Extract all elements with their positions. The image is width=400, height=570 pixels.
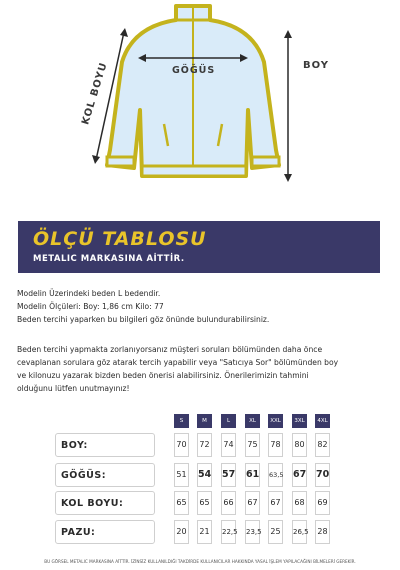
table-cell: 82 <box>315 433 330 457</box>
table-cell: 66 <box>221 491 236 515</box>
jacket-illustration <box>0 0 400 215</box>
length-label: BOY <box>303 60 330 71</box>
table-cell: 65 <box>197 491 212 515</box>
size-header-4xl: 4XL <box>315 414 330 428</box>
table-cell: 20 <box>174 520 189 544</box>
table-cell: 72 <box>197 433 212 457</box>
model-size-text: Modelin Üzerindeki beden L bedendir. <box>17 289 161 298</box>
size-header-s: S <box>174 414 189 428</box>
size-header-l: L <box>221 414 236 428</box>
table-cell: 51 <box>174 463 189 487</box>
table-cell: 21 <box>197 520 212 544</box>
right-cuff <box>252 157 279 166</box>
size-header-m: M <box>197 414 212 428</box>
hint-text: Beden tercihi yaparken bu bilgileri göz önünde bulundurabilirsiniz. <box>17 315 270 324</box>
row-label-boy: BOY: <box>55 433 155 457</box>
table-cell: 22,5 <box>221 520 236 544</box>
table-cell: 78 <box>268 433 283 457</box>
table-cell: 23,5 <box>245 520 260 544</box>
chest-label: GÖĞÜS <box>172 65 216 76</box>
size-table-banner <box>18 221 380 273</box>
table-cell: 70 <box>315 463 330 487</box>
table-cell: 67 <box>292 463 307 487</box>
table-cell: 61 <box>245 463 260 487</box>
advice-line-1: Beden tercihi yapmakta zorlanıyorsanız müşteri soruları bölümünden daha önce <box>17 345 323 354</box>
left-cuff <box>107 157 134 166</box>
table-cell: 67 <box>268 491 283 515</box>
table-cell: 74 <box>221 433 236 457</box>
table-cell: 68 <box>292 491 307 515</box>
table-cell: 57 <box>221 463 236 487</box>
table-cell: 65 <box>174 491 189 515</box>
row-label-pazu: PAZU: <box>55 520 155 544</box>
model-measures-text: Modelin Ölçüleri: Boy: 1,86 cm Kilo: 77 <box>17 302 164 311</box>
table-cell: 28 <box>315 520 330 544</box>
table-cell: 25 <box>268 520 283 544</box>
size-header-xl: XL <box>245 414 260 428</box>
row-label-kol-boyu: KOL BOYU: <box>55 491 155 515</box>
size-header-3xl: 3XL <box>292 414 307 428</box>
table-cell: 67 <box>245 491 260 515</box>
banner-title: ÖLÇÜ TABLOSU <box>33 228 207 250</box>
table-cell: 80 <box>292 433 307 457</box>
sleeve-label: KOL BOYU <box>80 60 110 127</box>
row-label-gogus: GÖĞÜS: <box>55 463 155 487</box>
advice-line-3: ve kilonuzu yazarak bizden beden önerisi alabilirsiniz. Önerilerimizin tahmini <box>17 371 309 380</box>
advice-line-4: olduğunu lütfen unutmayınız! <box>17 384 130 393</box>
table-cell: 69 <box>315 491 330 515</box>
table-cell: 26,5 <box>292 520 307 544</box>
advice-line-2: cevaplanan sorulara göz atarak tercih yapabilir veya "Satıcıya Sor" bölümünden boy <box>17 358 339 367</box>
hem-band <box>142 166 246 176</box>
size-header-xxl: XXL <box>268 414 283 428</box>
footer-disclaimer: BU GÖRSEL METALIC MARKASINA AİTTİR. İZİNSİZ KULLANILDIĞI TAKDİRDE KULLANICILAR HAKKINDA YASAL İŞLEM YAPILACAĞINI BİLMELERİ GEREKİR. <box>44 559 356 564</box>
table-cell: 54 <box>197 463 212 487</box>
banner-subtitle: METALIC MARKASINA AİTTİR. <box>33 254 185 264</box>
table-cell: 75 <box>245 433 260 457</box>
table-cell: 70 <box>174 433 189 457</box>
table-cell: 63,5 <box>268 463 283 487</box>
